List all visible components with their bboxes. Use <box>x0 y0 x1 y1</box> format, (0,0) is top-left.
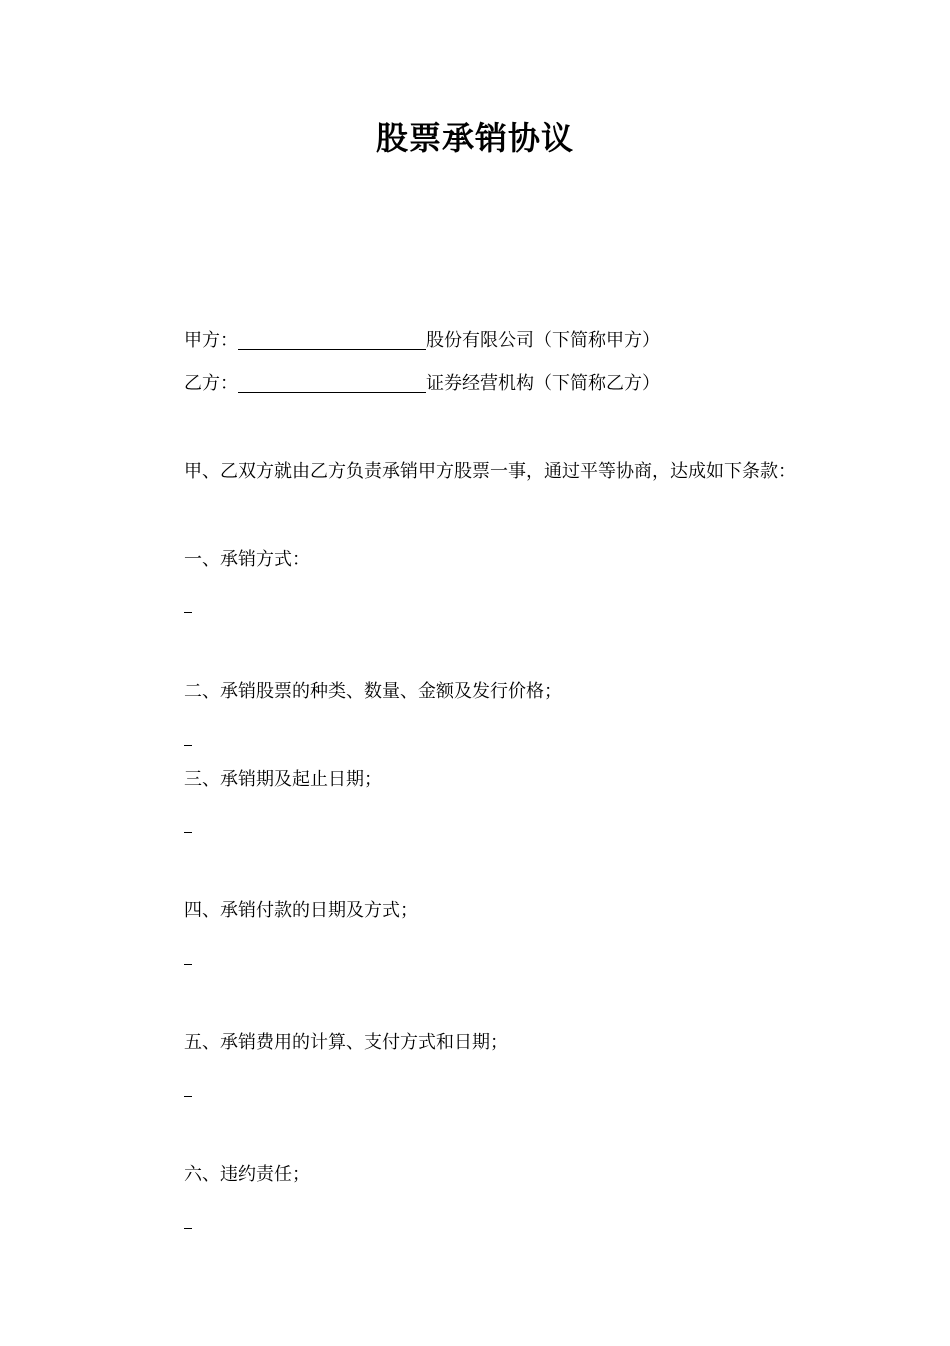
clause-content-blank <box>184 745 192 746</box>
clause-content-blank <box>184 612 192 613</box>
document-title: 股票承销协议 <box>375 119 574 157</box>
party-a-name-blank <box>238 331 426 350</box>
clause-heading: 四、承销付款的日期及方式； <box>184 900 418 921</box>
party-a-suffix: 股份有限公司（下简称甲方） <box>426 330 660 351</box>
party-b-suffix: 证券经营机构（下简称乙方） <box>426 373 660 394</box>
clause-content-blank <box>184 1228 192 1229</box>
clause-content-blank <box>184 964 192 965</box>
clause-content-blank <box>184 832 192 833</box>
party-a-line <box>184 328 660 354</box>
clause-heading: 一、承销方式： <box>184 549 310 570</box>
clause-heading: 三、承销期及起止日期； <box>184 769 382 790</box>
clause-heading: 二、承销股票的种类、数量、金额及发行价格； <box>184 681 562 702</box>
party-b-line <box>184 371 660 397</box>
clause-content-blank <box>184 1096 192 1097</box>
clause-heading: 六、违约责任； <box>184 1164 310 1185</box>
party-b-name-blank <box>238 374 426 393</box>
intro-paragraph: 甲、乙双方就由乙方负责承销甲方股票一事，通过平等协商，达成如下条款： <box>184 461 796 482</box>
party-a-label: 甲方： <box>184 330 238 351</box>
party-b-label: 乙方： <box>184 373 238 394</box>
clause-heading: 五、承销费用的计算、支付方式和日期； <box>184 1032 508 1053</box>
